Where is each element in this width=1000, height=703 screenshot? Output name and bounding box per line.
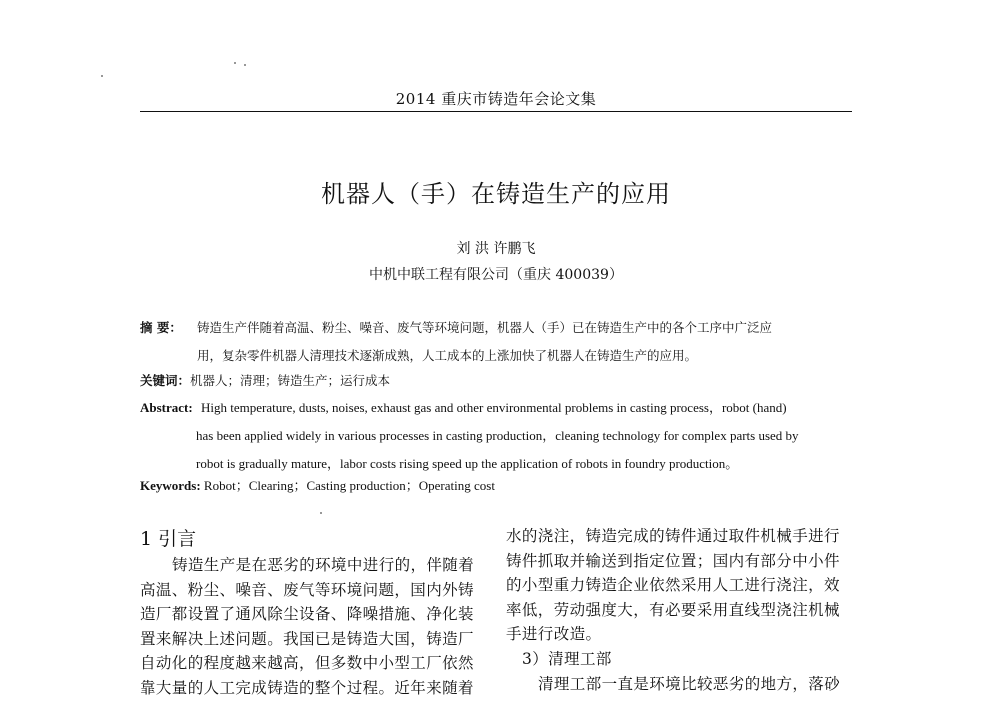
body-line: 的小型重力铸造企业依然采用人工进行浇注，效 [506,576,840,595]
keywords-cn-text: 机器人；清理；铸造生产；运行成本 [190,373,391,388]
keywords-cn [140,367,390,395]
paper-title: 机器人（手）在铸造生产的应用 [321,180,671,208]
body-line: 造厂都设置了通风除尘设备、降噪措施、净化装 [140,605,474,624]
abstract-en-label: Abstract: [140,400,193,415]
left-column [140,553,492,701]
abstract-cn-line: 用，复杂零件机器人清理技术逐渐成熟，人工成本的上涨加快了机器人在铸造生产的应用。 [197,348,698,363]
body-line: 置来解决上述问题。我国已是铸造大国，铸造厂 [140,629,474,648]
subsection-heading: 3）清理工部 [522,649,612,668]
header-rule [140,111,852,112]
body-line: 水的浇注，铸造完成的铸件通过取件机械手进行 [506,527,840,545]
keywords-cn-label: 关键词： [140,373,191,388]
abstract-en [140,394,860,478]
abstract-en-line: High temperature, dusts, noises, exhaust gas and other environmental problems in casting process，robot (hand) [201,400,787,415]
body-line: 靠大量的人工完成铸造的整个过程。近年来随着 [140,678,474,697]
paper-authors: 刘 洪 许鹏飞 [456,241,536,257]
keywords-en-label: Keywords: [140,478,201,493]
abstract-cn-line: 铸造生产伴随着高温、粉尘、噪音、废气等环境问题，机器人（手）已在铸造生产中的各个工序中广泛应 [197,320,773,335]
keywords-en-text: Robot；Clearing；Casting production；Operating cost [203,478,495,493]
running-header: 2014 重庆市铸造年会论文集 [395,90,597,108]
keywords-en [140,472,495,500]
body-line: 铸造生产是在恶劣的环境中进行的，伴随着 [172,556,475,574]
abstract-cn [140,314,860,370]
abstract-en-line: has been applied widely in various processes in casting production，cleaning technology for complex parts used by [196,428,799,443]
body-line: 铸件抓取并输送到指定位置；国内有部分中小件 [506,551,840,570]
scan-speck [244,64,246,66]
body-line: 自动化的程度越来越高，但多数中小型工厂依然 [140,654,474,673]
body-line: 高温、粉尘、噪音、废气等环境问题，国内外铸 [140,580,474,599]
right-column [506,524,858,696]
abstract-cn-label: 摘 要： [140,320,182,335]
scan-speck [234,62,236,64]
body-line: 清理工部一直是环境比较恶劣的地方，落砂 [538,674,841,693]
section-heading: 1 引言 [140,528,197,550]
paper-affiliation: 中机中联工程有限公司（重庆 400039） [369,267,623,283]
abstract-en-line: robot is gradually mature，labor costs rising speed up the application of robots in foundry production。 [196,456,739,471]
body-line: 手进行改造。 [506,625,602,644]
scan-speck [320,512,322,514]
scan-speck [101,75,103,77]
body-line: 率低，劳动强度大，有必要采用直线型浇注机械 [506,600,840,619]
